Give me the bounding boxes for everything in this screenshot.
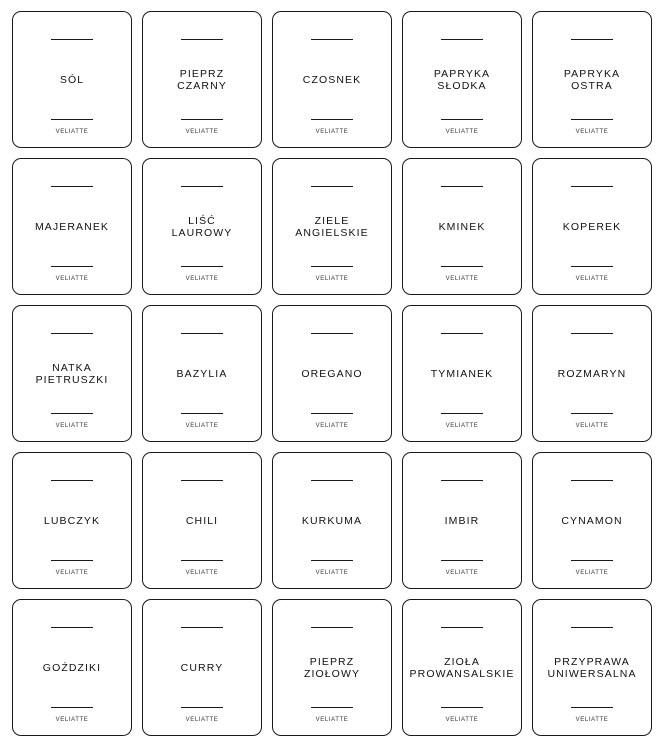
top-rule [571,627,613,628]
spice-name: TYMIANEK [430,368,494,380]
brand-name: VELIATTE [575,423,609,429]
bottom-rule [311,413,353,414]
spice-name: MAJERANEK [34,221,110,233]
top-rule [311,627,353,628]
spice-name: ROZMARYN [557,368,627,380]
top-rule [441,627,483,628]
brand-name: VELIATTE [55,276,89,282]
spice-label [532,452,652,589]
bottom-rule [51,266,93,267]
top-rule [181,333,223,334]
spice-name: CHILI [185,515,219,527]
brand-name: VELIATTE [575,570,609,576]
spice-label [402,452,522,589]
spice-name: PRZYPRAWA UNIWERSALNA [547,656,637,680]
top-rule [181,480,223,481]
brand-name: VELIATTE [55,570,89,576]
spice-label [402,158,522,295]
spice-label [12,158,132,295]
brand-name: VELIATTE [575,276,609,282]
spice-label [272,158,392,295]
brand-name: VELIATTE [55,129,89,135]
brand-name: VELIATTE [315,276,349,282]
bottom-rule [441,707,483,708]
top-rule [441,39,483,40]
bottom-rule [181,560,223,561]
bottom-rule [311,560,353,561]
spice-label [272,305,392,442]
bottom-rule [311,266,353,267]
bottom-rule [181,413,223,414]
spice-label [12,599,132,736]
spice-label [532,158,652,295]
spice-label [402,599,522,736]
brand-name: VELIATTE [445,570,479,576]
spice-name: KURKUMA [301,515,363,527]
brand-name: VELIATTE [315,423,349,429]
spice-label [12,452,132,589]
spice-label [402,11,522,148]
top-rule [181,627,223,628]
bottom-rule [51,707,93,708]
brand-name: VELIATTE [55,717,89,723]
bottom-rule [51,413,93,414]
spice-name: KMINEK [438,221,486,233]
spice-label [12,305,132,442]
bottom-rule [181,707,223,708]
brand-name: VELIATTE [315,570,349,576]
spice-name: OREGANO [301,368,363,380]
top-rule [571,39,613,40]
label-sheet [12,11,653,736]
spice-label [272,599,392,736]
bottom-rule [51,560,93,561]
brand-name: VELIATTE [575,717,609,723]
spice-name: PIEPRZ ZIOŁOWY [303,656,361,680]
top-rule [311,39,353,40]
spice-name: BAZYLIA [176,368,228,380]
top-rule [51,480,93,481]
spice-label [402,305,522,442]
spice-name: ZIOŁA PROWANSALSKIE [409,656,515,680]
top-rule [441,480,483,481]
bottom-rule [571,707,613,708]
bottom-rule [441,560,483,561]
brand-name: VELIATTE [185,423,219,429]
brand-name: VELIATTE [445,717,479,723]
bottom-rule [571,119,613,120]
spice-name: KOPEREK [562,221,622,233]
spice-name: PIEPRZ CZARNY [177,68,227,92]
spice-name: CYNAMON [561,515,623,527]
brand-name: VELIATTE [445,423,479,429]
spice-name: SÓL [59,74,85,86]
spice-name: PAPRYKA OSTRA [563,68,621,92]
top-rule [51,186,93,187]
spice-label [142,599,262,736]
brand-name: VELIATTE [315,129,349,135]
top-rule [181,186,223,187]
spice-name: CZOSNEK [302,74,362,86]
top-rule [441,186,483,187]
spice-label [532,599,652,736]
bottom-rule [441,413,483,414]
brand-name: VELIATTE [445,129,479,135]
top-rule [51,39,93,40]
spice-name: IMBIR [444,515,480,527]
brand-name: VELIATTE [315,717,349,723]
bottom-rule [181,119,223,120]
bottom-rule [311,119,353,120]
spice-name: LIŚĆ LAUROWY [171,215,233,239]
spice-label [142,158,262,295]
top-rule [51,333,93,334]
top-rule [441,333,483,334]
bottom-rule [571,560,613,561]
spice-label [142,11,262,148]
top-rule [311,333,353,334]
bottom-rule [311,707,353,708]
spice-name: LUBCZYK [43,515,101,527]
top-rule [571,333,613,334]
spice-label [272,452,392,589]
brand-name: VELIATTE [185,570,219,576]
spice-name: CURRY [180,662,224,674]
bottom-rule [441,119,483,120]
bottom-rule [181,266,223,267]
brand-name: VELIATTE [445,276,479,282]
spice-label [142,305,262,442]
spice-label [142,452,262,589]
top-rule [181,39,223,40]
bottom-rule [571,413,613,414]
spice-label [532,11,652,148]
bottom-rule [571,266,613,267]
spice-label [12,11,132,148]
top-rule [51,627,93,628]
bottom-rule [441,266,483,267]
top-rule [571,480,613,481]
spice-label [272,11,392,148]
spice-name: GOŹDZIKI [42,662,102,674]
spice-name: ZIELE ANGIELSKIE [295,215,369,239]
spice-name: PAPRYKA SŁODKA [433,68,491,92]
brand-name: VELIATTE [55,423,89,429]
spice-label [532,305,652,442]
brand-name: VELIATTE [575,129,609,135]
spice-name: NATKA PIETRUSZKI [35,362,109,386]
top-rule [571,186,613,187]
bottom-rule [51,119,93,120]
brand-name: VELIATTE [185,276,219,282]
top-rule [311,186,353,187]
top-rule [311,480,353,481]
brand-name: VELIATTE [185,129,219,135]
brand-name: VELIATTE [185,717,219,723]
